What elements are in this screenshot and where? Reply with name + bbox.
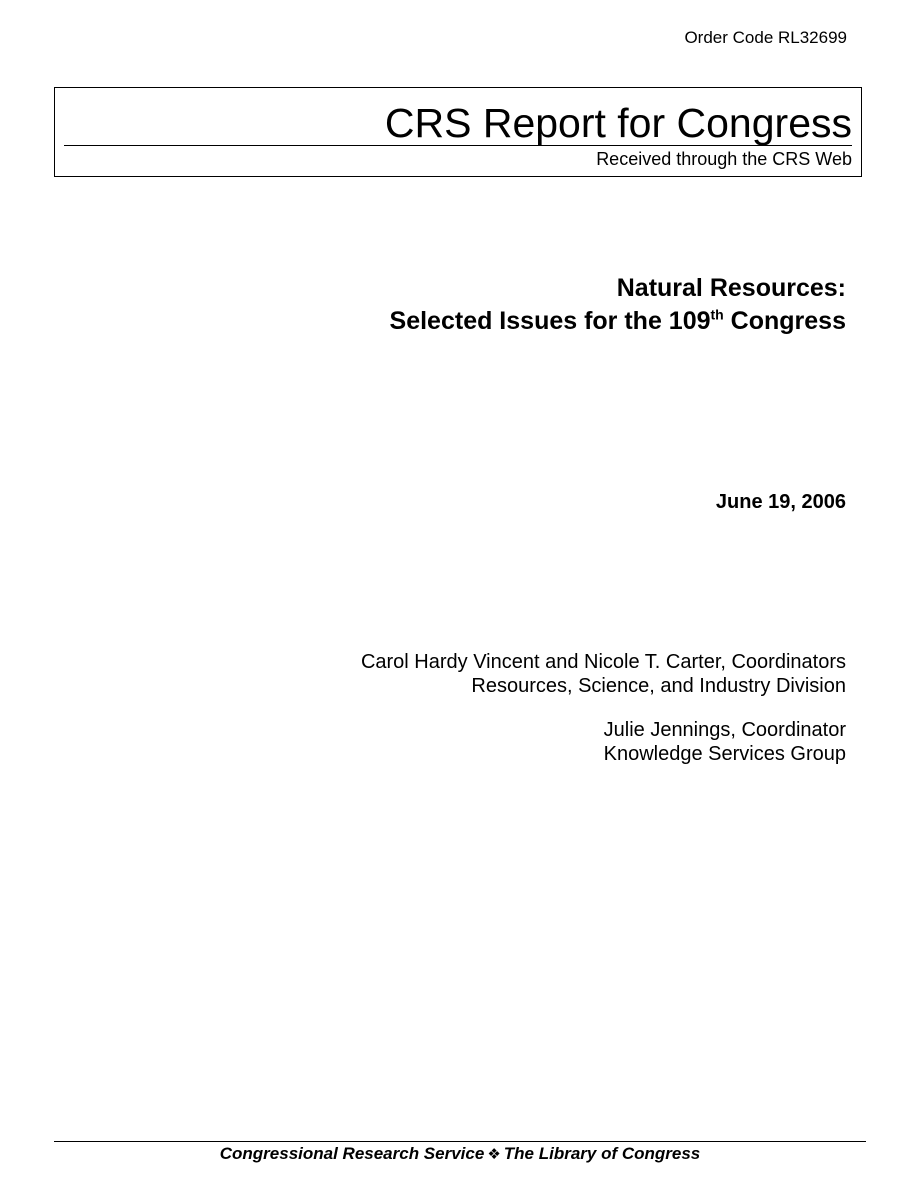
- header-divider: [64, 145, 852, 146]
- title-ordinal-suffix: th: [710, 306, 724, 323]
- document-title: [390, 272, 846, 338]
- report-header-box: [54, 87, 862, 177]
- report-header-title: CRS Report for Congress: [384, 100, 852, 146]
- footer-divider: [54, 1141, 866, 1142]
- document-title-line-1: Natural Resources:: [616, 274, 846, 302]
- author-names: Carol Hardy Vincent and Nicole T. Carter, Coordinators: [360, 651, 846, 673]
- report-header-subtitle: Received through the CRS Web: [596, 149, 852, 169]
- author-block: [361, 718, 846, 766]
- footer-crs: Congressional Research Service: [219, 1144, 485, 1163]
- author-block: [361, 650, 846, 698]
- order-code: Order Code RL32699: [684, 28, 847, 47]
- author-division: Knowledge Services Group: [603, 743, 846, 765]
- diamond-ornament-icon: ❖: [487, 1146, 501, 1163]
- authors-section: [361, 650, 846, 766]
- author-division: Resources, Science, and Industry Division: [471, 675, 846, 697]
- footer-library: The Library of Congress: [503, 1144, 701, 1163]
- document-date: June 19, 2006: [715, 491, 846, 513]
- document-title-line-2: [390, 305, 846, 338]
- title-suffix: Congress: [723, 307, 846, 335]
- footer: [0, 1144, 920, 1165]
- author-names: Julie Jennings, Coordinator: [603, 719, 846, 741]
- title-prefix: Selected Issues for the 109: [389, 307, 711, 335]
